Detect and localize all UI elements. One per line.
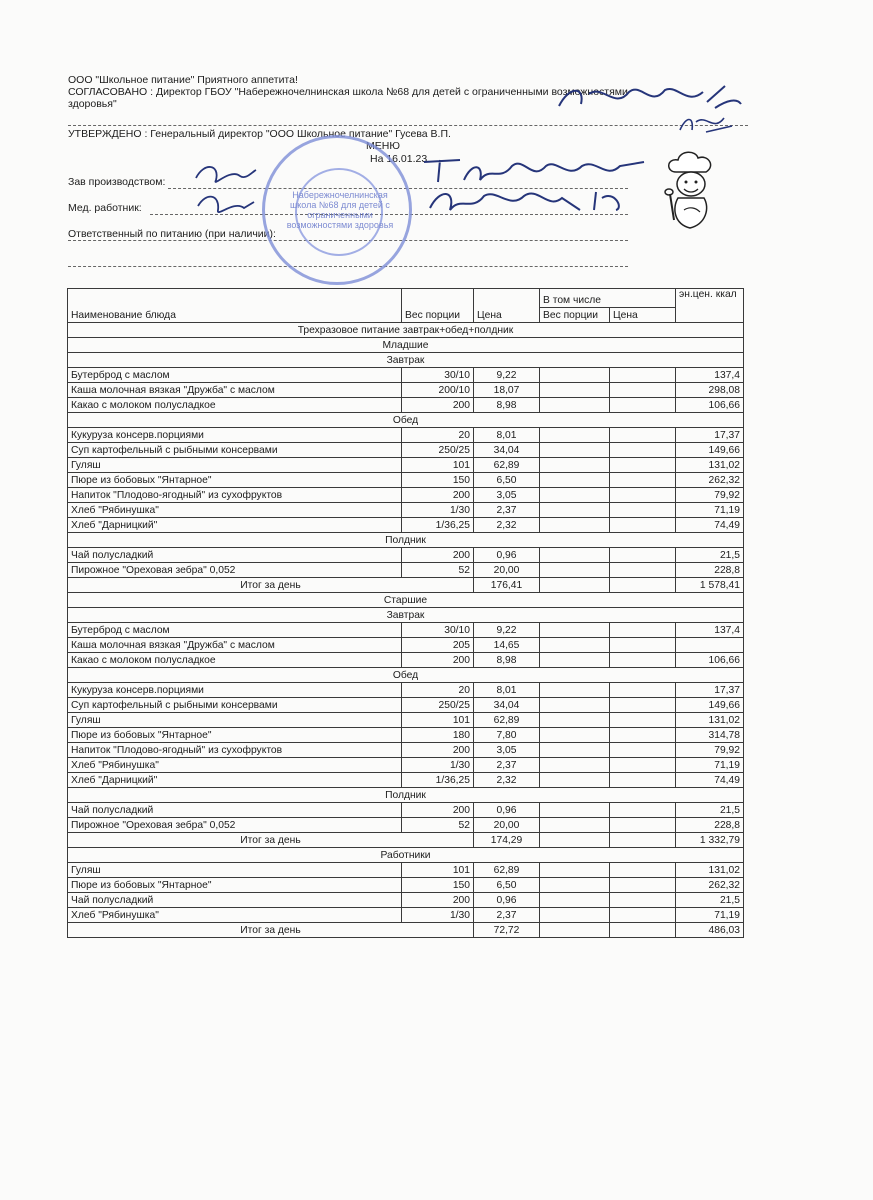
menu-date: На 16.01.23 [370, 153, 428, 165]
table-row [68, 878, 744, 893]
dish-price: 9,22 [474, 368, 540, 383]
dish-weight: 101 [402, 458, 474, 473]
sub-price-cell [610, 683, 676, 698]
agreed-line-cont: здоровья" [68, 98, 117, 110]
dish-name: Гуляш [68, 458, 402, 473]
dish-energy: 262,32 [676, 473, 744, 488]
col-header-name: Наименование блюда [68, 289, 402, 323]
dish-price: 34,04 [474, 698, 540, 713]
dish-weight: 150 [402, 473, 474, 488]
dish-name: Хлеб "Рябинушка" [68, 758, 402, 773]
approved-underline [68, 125, 748, 126]
dish-energy: 262,32 [676, 878, 744, 893]
dish-energy: 17,37 [676, 683, 744, 698]
table-row [68, 893, 744, 908]
dish-price: 8,98 [474, 398, 540, 413]
total-price: 72,72 [474, 923, 540, 938]
section-row [68, 323, 744, 338]
total-energy: 1 578,41 [676, 578, 744, 593]
dish-energy: 149,66 [676, 698, 744, 713]
dish-energy: 298,08 [676, 383, 744, 398]
dish-energy: 71,19 [676, 503, 744, 518]
dish-price: 2,37 [474, 908, 540, 923]
dish-price: 0,96 [474, 548, 540, 563]
total-row [68, 833, 744, 848]
total-row [68, 578, 744, 593]
dish-weight: 1/36,25 [402, 518, 474, 533]
initials-signature [190, 158, 260, 228]
dish-weight: 200/10 [402, 383, 474, 398]
sub-weight-cell [540, 923, 610, 938]
sub-weight-cell [540, 893, 610, 908]
sub-price-cell [610, 458, 676, 473]
dish-name: Гуляш [68, 713, 402, 728]
table-row [68, 398, 744, 413]
dish-name: Чай полусладкий [68, 893, 402, 908]
table-row [68, 743, 744, 758]
sub-price-cell [610, 908, 676, 923]
dish-energy: 106,66 [676, 653, 744, 668]
dish-price: 20,00 [474, 818, 540, 833]
section-title: Обед [68, 668, 744, 683]
total-label: Итог за день [68, 833, 474, 848]
section-title: Старшие [68, 593, 744, 608]
dish-name: Каша молочная вязкая "Дружба" с маслом [68, 638, 402, 653]
section-title: Завтрак [68, 353, 744, 368]
dish-weight: 200 [402, 803, 474, 818]
dish-energy: 74,49 [676, 773, 744, 788]
sub-price-cell [610, 428, 676, 443]
dish-name: Какао с молоком полусладкое [68, 398, 402, 413]
dish-name: Пюре из бобовых "Янтарное" [68, 473, 402, 488]
table-row [68, 383, 744, 398]
sub-weight-cell [540, 803, 610, 818]
approver-signature [676, 112, 736, 136]
table-row [68, 368, 744, 383]
dish-weight: 101 [402, 863, 474, 878]
sub-weight-cell [540, 758, 610, 773]
sub-price-cell [610, 638, 676, 653]
dish-price: 20,00 [474, 563, 540, 578]
sub-price-cell [610, 563, 676, 578]
dish-energy: 79,92 [676, 488, 744, 503]
dish-name: Пюре из бобовых "Янтарное" [68, 728, 402, 743]
sub-weight-cell [540, 488, 610, 503]
dish-name: Суп картофельный с рыбными консервами [68, 698, 402, 713]
section-title: Завтрак [68, 608, 744, 623]
dish-energy: 137,4 [676, 623, 744, 638]
dish-name: Хлеб "Дарницкий" [68, 773, 402, 788]
total-label: Итог за день [68, 578, 474, 593]
org-line: ООО "Школьное питание" Приятного аппетита! [68, 74, 298, 86]
sub-price-cell [610, 653, 676, 668]
sub-weight-cell [540, 473, 610, 488]
approved-line: УТВЕРЖДЕНО : Генеральный директор "ООО Школьное питание" Гусева В.П. [68, 128, 451, 140]
total-energy: 1 332,79 [676, 833, 744, 848]
sub-price-cell [610, 923, 676, 938]
dish-name: Хлеб "Рябинушка" [68, 503, 402, 518]
dish-weight: 200 [402, 398, 474, 413]
sub-price-cell [610, 863, 676, 878]
table-row [68, 758, 744, 773]
dish-energy: 228,8 [676, 818, 744, 833]
dish-energy: 131,02 [676, 458, 744, 473]
sub-price-cell [610, 728, 676, 743]
table-row [68, 863, 744, 878]
total-energy: 486,03 [676, 923, 744, 938]
school-stamp [262, 135, 412, 285]
sub-price-cell [610, 758, 676, 773]
dish-name: Напиток "Плодово-ягодный" из сухофруктов [68, 743, 402, 758]
dish-weight: 180 [402, 728, 474, 743]
dish-energy: 74,49 [676, 518, 744, 533]
table-row [68, 548, 744, 563]
sub-price-cell [610, 473, 676, 488]
dish-weight: 52 [402, 818, 474, 833]
col-header-price: Цена [474, 289, 540, 323]
dish-energy [676, 638, 744, 653]
menu-title: МЕНЮ [366, 140, 400, 152]
table-row [68, 683, 744, 698]
sub-weight-cell [540, 773, 610, 788]
dish-price: 3,05 [474, 743, 540, 758]
sub-price-cell [610, 518, 676, 533]
production-signature [420, 152, 650, 216]
total-price: 174,29 [474, 833, 540, 848]
sub-weight-cell [540, 683, 610, 698]
section-row [68, 848, 744, 863]
dish-weight: 200 [402, 488, 474, 503]
dish-price: 2,37 [474, 503, 540, 518]
table-row [68, 488, 744, 503]
section-title: Полдник [68, 533, 744, 548]
dish-energy: 314,78 [676, 728, 744, 743]
sub-price-cell [610, 878, 676, 893]
sub-weight-cell [540, 548, 610, 563]
dish-energy: 131,02 [676, 863, 744, 878]
agreed-line: СОГЛАСОВАНО : Директор ГБОУ "Набережночелнинская школа №68 для детей с ограниченными возможностями [68, 86, 628, 98]
dish-weight: 200 [402, 653, 474, 668]
dish-name: Напиток "Плодово-ягодный" из сухофруктов [68, 488, 402, 503]
dish-weight: 30/10 [402, 368, 474, 383]
dish-weight: 1/30 [402, 908, 474, 923]
dish-weight: 200 [402, 893, 474, 908]
col-header-energy: эн.цен. ккал [676, 289, 744, 323]
table-row [68, 518, 744, 533]
section-row [68, 533, 744, 548]
sub-price-cell [610, 488, 676, 503]
dish-price: 2,32 [474, 518, 540, 533]
col-header-including: В том числе [540, 289, 676, 308]
medical-label: Мед. работник: [68, 202, 142, 214]
dish-weight: 250/25 [402, 443, 474, 458]
table-row [68, 818, 744, 833]
table-row [68, 638, 744, 653]
dish-energy: 21,5 [676, 548, 744, 563]
dish-energy: 228,8 [676, 563, 744, 578]
dish-weight: 200 [402, 548, 474, 563]
dish-name: Какао с молоком полусладкое [68, 653, 402, 668]
dish-weight: 1/36,25 [402, 773, 474, 788]
section-row [68, 413, 744, 428]
sub-weight-cell [540, 653, 610, 668]
dish-name: Пирожное "Ореховая зебра" 0,052 [68, 818, 402, 833]
table-row [68, 443, 744, 458]
dish-price: 7,80 [474, 728, 540, 743]
dish-weight: 150 [402, 878, 474, 893]
sub-weight-cell [540, 398, 610, 413]
sub-weight-cell [540, 818, 610, 833]
dish-energy: 17,37 [676, 428, 744, 443]
director-signature [555, 80, 745, 116]
section-row [68, 338, 744, 353]
table-row [68, 428, 744, 443]
dish-price: 6,50 [474, 878, 540, 893]
table-row [68, 908, 744, 923]
dish-name: Чай полусладкий [68, 803, 402, 818]
dish-price: 8,01 [474, 428, 540, 443]
sub-weight-cell [540, 503, 610, 518]
sub-weight-cell [540, 728, 610, 743]
dish-price: 14,65 [474, 638, 540, 653]
col-header-sub-weight: Вес порции [540, 308, 610, 323]
dish-price: 2,37 [474, 758, 540, 773]
table-header-row [68, 289, 744, 308]
dish-name: Суп картофельный с рыбными консервами [68, 443, 402, 458]
dish-weight: 52 [402, 563, 474, 578]
dish-weight: 1/30 [402, 758, 474, 773]
section-row [68, 353, 744, 368]
dish-name: Бутерброд с маслом [68, 623, 402, 638]
dish-energy: 106,66 [676, 398, 744, 413]
dish-price: 3,05 [474, 488, 540, 503]
dish-energy: 21,5 [676, 893, 744, 908]
dish-price: 8,01 [474, 683, 540, 698]
section-row [68, 788, 744, 803]
dish-price: 62,89 [474, 458, 540, 473]
dish-energy: 79,92 [676, 743, 744, 758]
dish-name: Гуляш [68, 863, 402, 878]
dish-name: Пюре из бобовых "Янтарное" [68, 878, 402, 893]
production-label: Зав производством: [68, 176, 166, 188]
dish-energy: 137,4 [676, 368, 744, 383]
dish-price: 34,04 [474, 443, 540, 458]
table-row [68, 458, 744, 473]
stamp-text: Набережночелнинская школа №68 для детей с ограниченными возможностями здоровья [286, 190, 394, 230]
section-title: Обед [68, 413, 744, 428]
responsible-label: Ответственный по питанию (при наличии): [68, 228, 276, 240]
chef-logo-icon [662, 150, 722, 234]
sub-weight-cell [540, 578, 610, 593]
table-row [68, 713, 744, 728]
dish-weight: 20 [402, 683, 474, 698]
sub-weight-cell [540, 698, 610, 713]
dish-name: Кукуруза консерв.порциями [68, 683, 402, 698]
dish-weight: 250/25 [402, 698, 474, 713]
sub-price-cell [610, 818, 676, 833]
sub-weight-cell [540, 383, 610, 398]
sub-weight-cell [540, 563, 610, 578]
menu-table [67, 288, 744, 938]
dish-price: 9,22 [474, 623, 540, 638]
dish-price: 2,32 [474, 773, 540, 788]
dish-name: Чай полусладкий [68, 548, 402, 563]
section-title: Полдник [68, 788, 744, 803]
sub-price-cell [610, 548, 676, 563]
dish-energy: 71,19 [676, 908, 744, 923]
section-title: Младшие [68, 338, 744, 353]
dish-name: Бутерброд с маслом [68, 368, 402, 383]
sub-weight-cell [540, 428, 610, 443]
section-row [68, 668, 744, 683]
sub-price-cell [610, 833, 676, 848]
dish-name: Хлеб "Дарницкий" [68, 518, 402, 533]
table-row [68, 563, 744, 578]
total-row [68, 923, 744, 938]
table-row [68, 503, 744, 518]
sub-price-cell [610, 773, 676, 788]
sub-price-cell [610, 398, 676, 413]
table-row [68, 728, 744, 743]
sub-price-cell [610, 893, 676, 908]
dish-weight: 200 [402, 743, 474, 758]
dish-weight: 101 [402, 713, 474, 728]
sub-weight-cell [540, 863, 610, 878]
sub-price-cell [610, 368, 676, 383]
dish-weight: 205 [402, 638, 474, 653]
sub-weight-cell [540, 908, 610, 923]
dish-name: Пирожное "Ореховая зебра" 0,052 [68, 563, 402, 578]
section-title: Работники [68, 848, 744, 863]
menu-table-body [68, 289, 744, 938]
dish-price: 0,96 [474, 803, 540, 818]
section-row [68, 608, 744, 623]
dish-energy: 21,5 [676, 803, 744, 818]
col-header-weight: Вес порции [402, 289, 474, 323]
dish-name: Кукуруза консерв.порциями [68, 428, 402, 443]
sub-weight-cell [540, 443, 610, 458]
sub-price-cell [610, 623, 676, 638]
section-title: Трехразовое питание завтрак+обед+полдник [68, 323, 744, 338]
sub-weight-cell [540, 833, 610, 848]
dish-price: 0,96 [474, 893, 540, 908]
dish-energy: 149,66 [676, 443, 744, 458]
sub-weight-cell [540, 518, 610, 533]
sub-price-cell [610, 713, 676, 728]
table-row [68, 773, 744, 788]
sub-weight-cell [540, 458, 610, 473]
sub-price-cell [610, 698, 676, 713]
sub-weight-cell [540, 623, 610, 638]
dish-price: 62,89 [474, 713, 540, 728]
sub-price-cell [610, 383, 676, 398]
col-header-sub-price: Цена [610, 308, 676, 323]
table-row [68, 653, 744, 668]
dish-price: 8,98 [474, 653, 540, 668]
dish-energy: 131,02 [676, 713, 744, 728]
table-row [68, 698, 744, 713]
dish-weight: 30/10 [402, 623, 474, 638]
dish-weight: 20 [402, 428, 474, 443]
sub-price-cell [610, 503, 676, 518]
dish-name: Каша молочная вязкая "Дружба" с маслом [68, 383, 402, 398]
table-row [68, 623, 744, 638]
dish-price: 6,50 [474, 473, 540, 488]
sub-price-cell [610, 743, 676, 758]
dish-price: 62,89 [474, 863, 540, 878]
sub-price-cell [610, 578, 676, 593]
total-label: Итог за день [68, 923, 474, 938]
sub-price-cell [610, 443, 676, 458]
table-row [68, 803, 744, 818]
dish-energy: 71,19 [676, 758, 744, 773]
section-row [68, 593, 744, 608]
sub-weight-cell [540, 638, 610, 653]
sub-price-cell [610, 803, 676, 818]
table-row [68, 473, 744, 488]
total-price: 176,41 [474, 578, 540, 593]
dish-name: Хлеб "Рябинушка" [68, 908, 402, 923]
dish-weight: 1/30 [402, 503, 474, 518]
sub-weight-cell [540, 743, 610, 758]
dish-price: 18,07 [474, 383, 540, 398]
sub-weight-cell [540, 713, 610, 728]
sub-weight-cell [540, 878, 610, 893]
sub-weight-cell [540, 368, 610, 383]
